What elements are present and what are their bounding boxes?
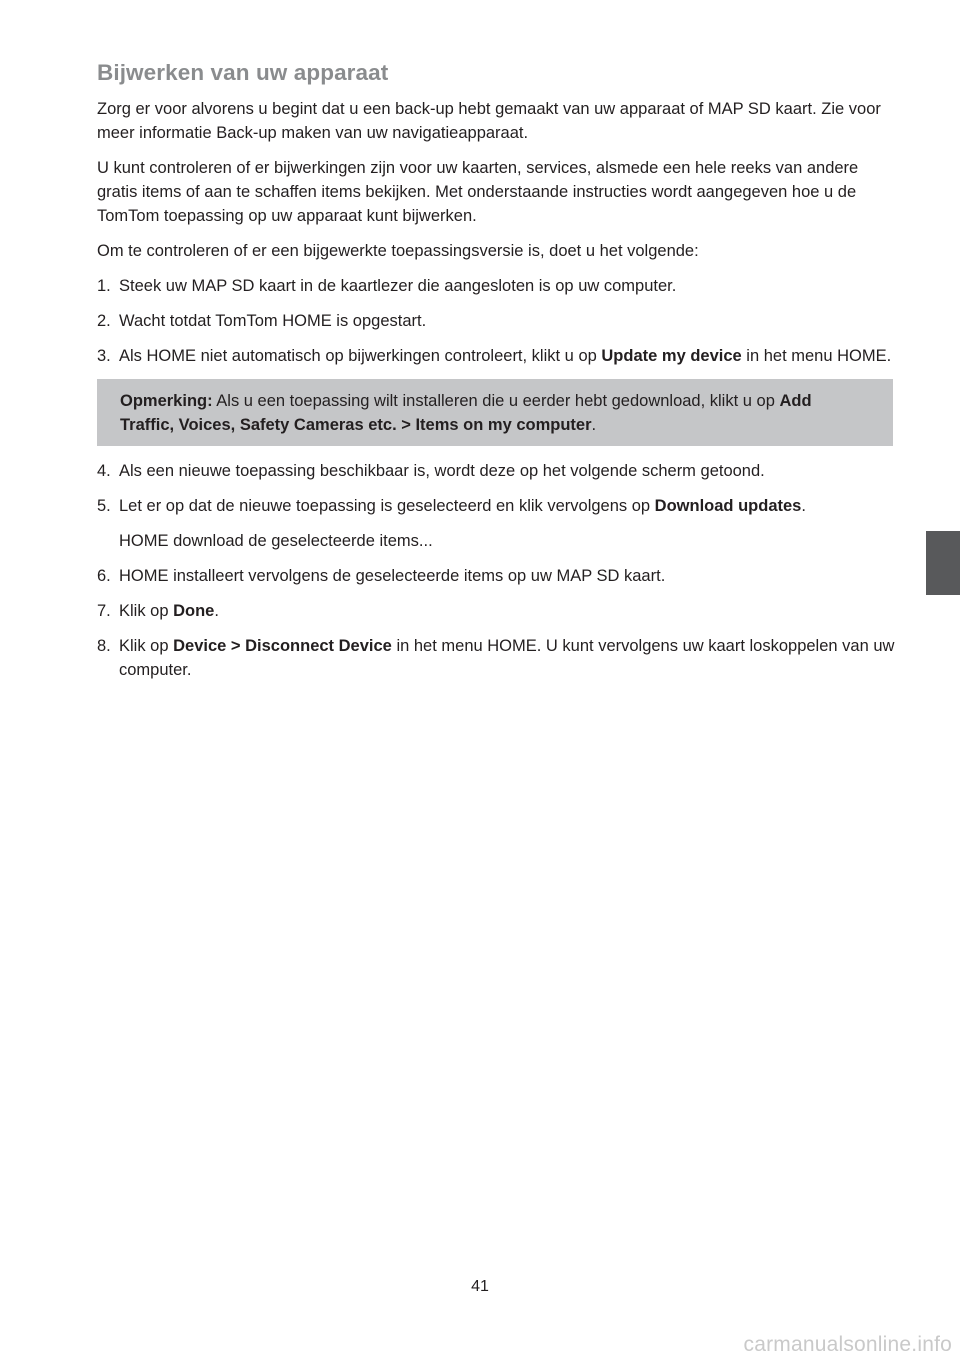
step-text: Wacht totdat TomTom HOME is opgestart. [119,312,427,330]
ui-term-disconnect-device: Device > Disconnect Device [173,637,392,655]
ui-term-done: Done [173,602,215,620]
ui-term-items-on-my-computer: Add Traffic, Voices, Safety Cameras etc. > Items on my computer [120,392,812,434]
step-number: 8. [97,637,111,655]
info-paragraph: U kunt controleren of er bijwerkingen zijn voor uw kaarten, services, alsmede een hele reeks van andere gratis items of aan te schaffen items bekijken. Met onderstaande instructies wordt aangegeven hoe u de TomTom toepassing op uw apparaat kunt bijwerken. [97,159,859,225]
step-number: 5. [97,497,111,515]
step-text: HOME installeert vervolgens de geselecteerde items op uw MAP SD kaart. [119,567,666,585]
step-text: Klik op [119,602,174,620]
step-5-sub-text: HOME download de geselecteerde items... [119,532,433,550]
step-text: in het menu HOME. [741,347,892,365]
step-text: Als HOME niet automatisch op bijwerkingen controleert, klikt u op [119,347,602,365]
step-text: . [214,602,219,620]
step-number: 7. [97,602,111,620]
step-number: 2. [97,312,111,330]
ui-term-update-my-device: Update my device [601,347,742,365]
step-number: 3. [97,347,111,365]
note-label: Opmerking: [120,392,213,410]
note-box [97,379,893,446]
note-text: Als u een toepassing wilt installeren die u eerder hebt gedownload, klikt u op [212,392,780,410]
page-heading: Bijwerken van uw apparaat [97,60,389,85]
step-number: 6. [97,567,111,585]
step-text: . [801,497,806,515]
step-4 [97,459,897,483]
page-content [97,58,897,693]
step-text: Steek uw MAP SD kaart in de kaartlezer die aangesloten is op uw computer. [119,277,677,295]
steps-list [97,274,897,368]
step-1 [97,274,897,298]
page-number: 41 [471,1278,489,1295]
step-7 [97,599,897,623]
step-number: 1. [97,277,111,295]
chapter-side-tab [926,531,960,595]
step-text: Als een nieuwe toepassing beschikbaar is, wordt deze op het volgende scherm getoond. [119,462,765,480]
intro-paragraph: Zorg er voor alvorens u begint dat u een back-up hebt gemaakt van uw apparaat of MAP SD kaart. Zie voor meer informatie Back-up maken van uw navigatieapparaat. [97,100,881,142]
note-text: . [591,416,597,434]
step-5 [97,494,897,553]
steps-list-continued [97,459,897,682]
step-6 [97,564,897,588]
ui-term-download-updates: Download updates [654,497,802,515]
step-2 [97,309,897,333]
watermark-text: carmanualsonline.info [743,1333,952,1356]
step-number: 4. [97,462,111,480]
lead-paragraph: Om te controleren of er een bijgewerkte toepassingsversie is, doet u het volgende: [97,242,699,260]
step-text: in het menu HOME. U kunt vervolgens uw kaart loskoppelen van uw computer. [119,637,895,679]
step-8 [97,634,897,682]
step-text: Let er op dat de nieuwe toepassing is geselecteerd en klik vervolgens op [119,497,655,515]
step-text: Klik op [119,637,174,655]
step-3 [97,344,897,368]
